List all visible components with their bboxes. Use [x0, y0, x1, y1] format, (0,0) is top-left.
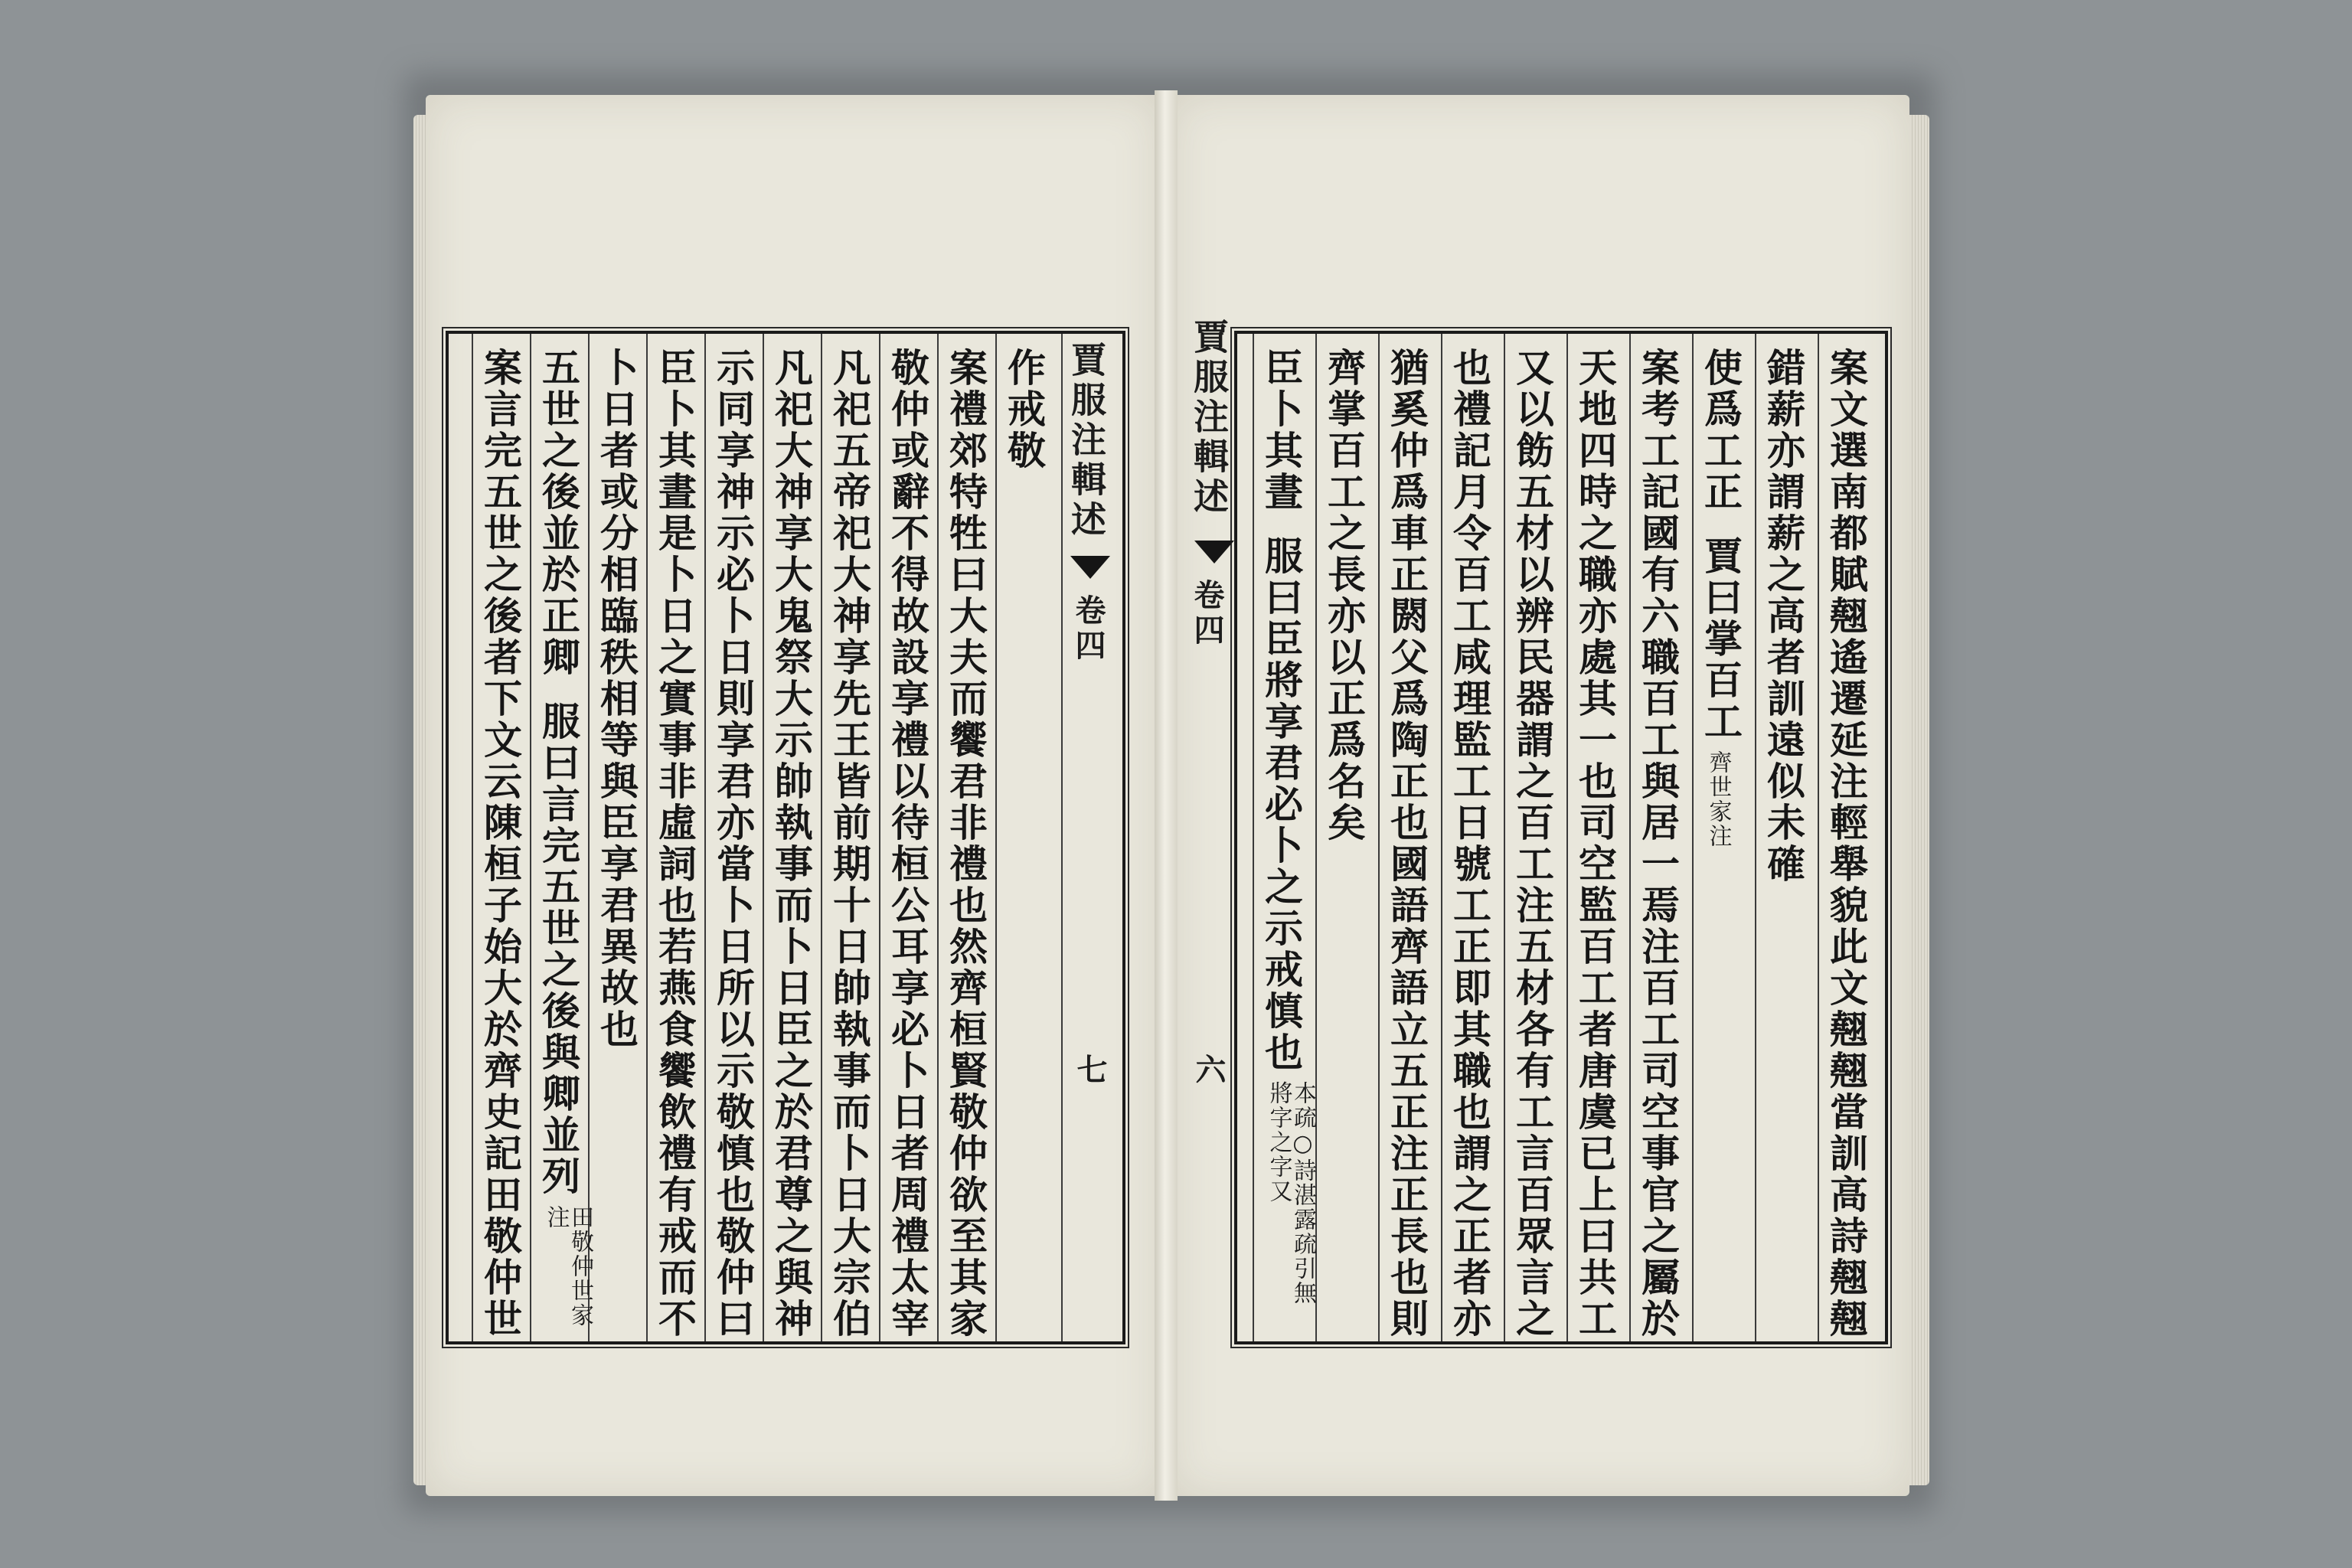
right-margin-title: 賈服注輯述 — [1188, 318, 1230, 518]
left-text-block — [446, 331, 1125, 1344]
column-rule — [1629, 334, 1631, 1341]
column-rule — [1253, 334, 1254, 1341]
column-rule — [821, 334, 822, 1341]
commentary-text: 服曰言完五世之後與卿並列 — [536, 701, 581, 1197]
column-rule — [1818, 334, 1819, 1341]
text-column: 天地四時之職亦處其一也司空監百工者唐虞已上曰共工 — [1573, 348, 1618, 1340]
text-column: 又以飭五材以辨民器謂之百工注五材各有工言百眾言之 — [1510, 348, 1555, 1340]
text-column: 使爲工正 — [1698, 348, 1743, 513]
text-column: 齊掌百工之長亦以正爲名矣 — [1321, 348, 1367, 844]
column-rule — [646, 334, 648, 1341]
page-stack-right — [1909, 115, 1929, 1485]
column-rule — [1378, 334, 1380, 1341]
column-rule — [1566, 334, 1568, 1341]
column-rule — [1504, 334, 1505, 1341]
text-column: 作戒敬 — [1001, 348, 1047, 472]
text-column: 猶奚仲爲車正閼父爲陶正也國語齊語立五正注正長也則 — [1384, 348, 1429, 1340]
text-column: 案文選南都賦翹遙遷延注輕舉貌此文翹翹當訓高詩翹翹 — [1824, 348, 1869, 1340]
text-column: 也禮記月令百工咸理監工日號工正即其職也謂之正者亦 — [1447, 348, 1492, 1340]
left-margin-title: 賈服注輯述 — [1066, 341, 1107, 541]
interlinear-note: 齊世家注 — [1704, 750, 1732, 848]
text-column: 案禮郊特牲曰大夫而饗君非禮也然齊桓賢敬仲欲至其家 — [943, 348, 988, 1340]
column-rule — [530, 334, 531, 1341]
text-column: 臣卜其晝是卜日之實事非虛詞也若燕食饗飲禮有戒而不 — [652, 348, 697, 1340]
column-rule — [937, 334, 939, 1341]
fish-tail-mark — [1070, 556, 1110, 579]
left-volume: 卷四 — [1070, 594, 1106, 665]
text-column: 五世之後並於正卿 — [536, 348, 581, 678]
fish-tail-mark-right — [1194, 541, 1234, 564]
column-rule — [1755, 334, 1756, 1341]
book-gutter — [1155, 90, 1178, 1501]
column-rule — [1692, 334, 1694, 1341]
column-rule — [472, 334, 473, 1341]
margin-rule — [1061, 334, 1063, 1341]
interlinear-note: 田敬仲世家注 — [542, 1205, 593, 1328]
interlinear-note: 本疏○詩湛露疏引無將字之字又 — [1265, 1081, 1316, 1305]
text-column: 敬仲或辭不得故設享禮以待桓公耳享必卜日者周禮太宰 — [885, 348, 930, 1340]
column-rule — [1441, 334, 1442, 1341]
text-column: 錯薪亦謂薪之高者訓遠似未確 — [1761, 348, 1806, 885]
text-column: 示同享神示必卜日則享君亦當卜日所以示敬慎也敬仲曰 — [710, 348, 756, 1340]
commentary-text: 賈曰掌百工 — [1698, 536, 1743, 743]
right-folio: 六 — [1191, 1054, 1227, 1089]
column-rule — [879, 334, 880, 1341]
column-rule — [704, 334, 706, 1341]
column-rule — [588, 334, 590, 1341]
left-folio: 七 — [1072, 1054, 1108, 1089]
right-text-block — [1188, 318, 1888, 1344]
commentary-text: 服曰臣將享君必卜之示戒慎也 — [1259, 536, 1304, 1073]
text-column: 凡祀五帝祀大神享先王皆前期十日帥執事而卜日大宗伯 — [827, 348, 872, 1340]
right-volume: 卷四 — [1189, 579, 1225, 649]
column-rule — [995, 334, 997, 1341]
text-column: 凡祀大神享大鬼祭大示帥執事而卜日臣之於君尊之與神 — [769, 348, 814, 1340]
column-rule — [763, 334, 764, 1341]
text-column: 案考工記國有六職百工與居一焉注百工司空事官之屬於 — [1635, 348, 1681, 1340]
text-column: 卜日者或分相臨秩相等與臣享君異故也 — [594, 348, 639, 1050]
text-column: 臣卜其晝 — [1259, 348, 1304, 513]
text-column: 案言完五世之後者下文云陳桓子始大於齊史記田敬仲世 — [478, 348, 523, 1340]
